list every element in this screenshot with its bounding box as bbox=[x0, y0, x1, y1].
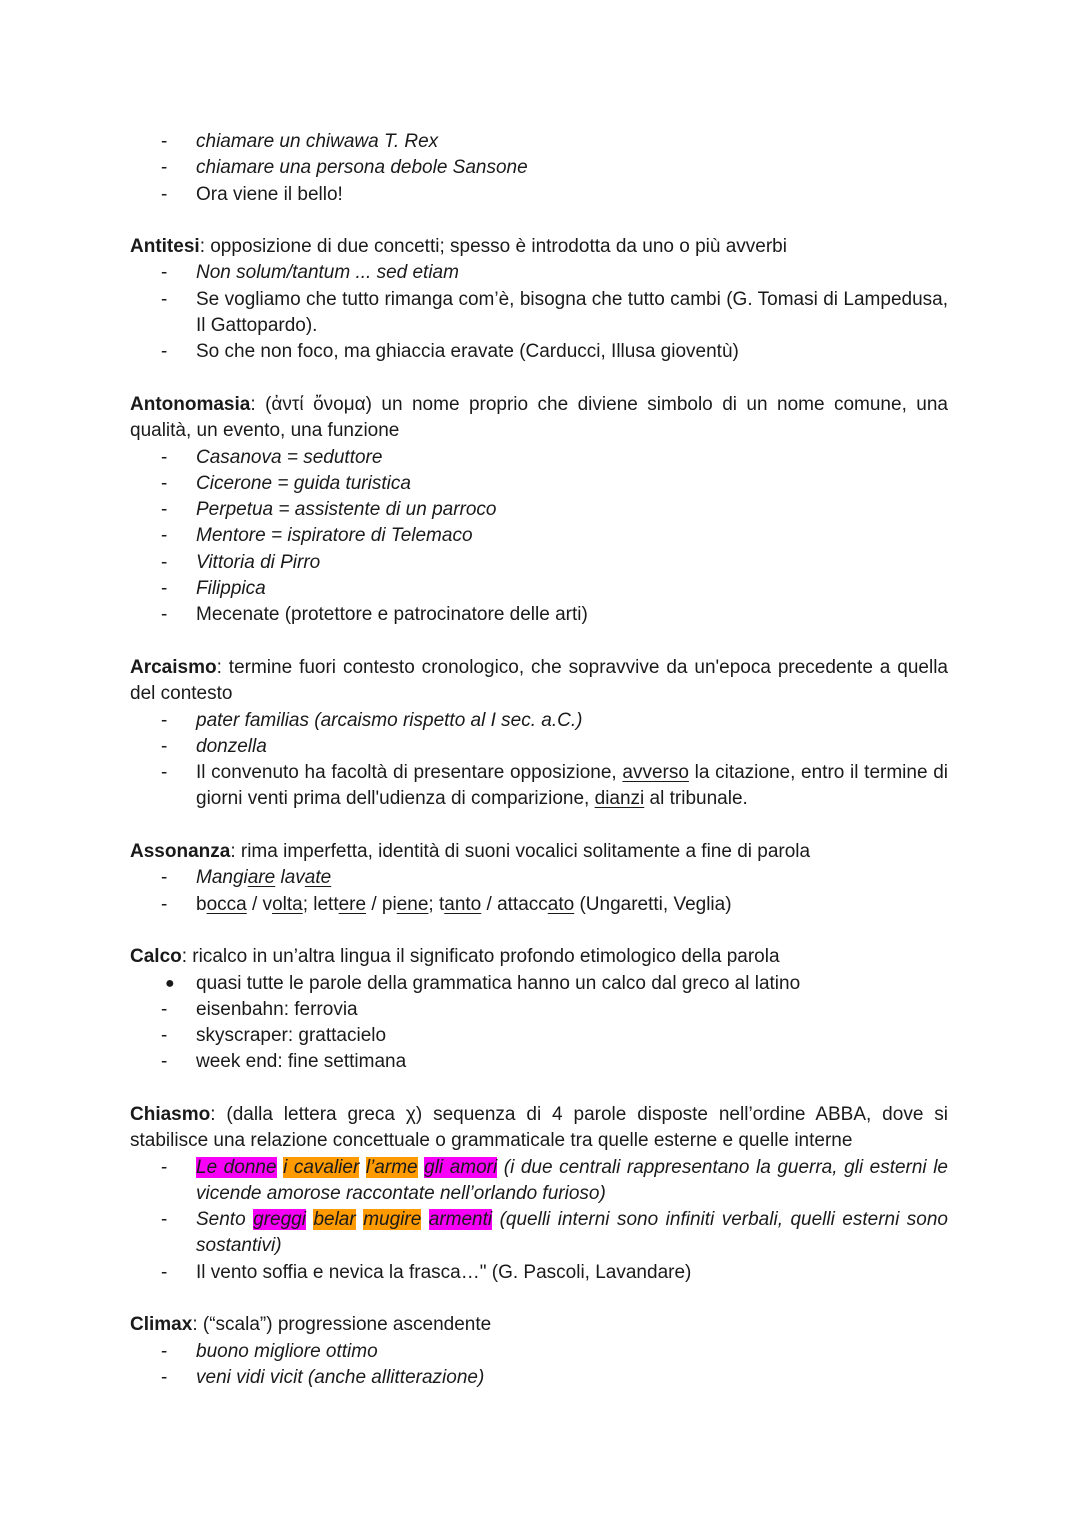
highlight-magenta: gli amori bbox=[424, 1156, 498, 1178]
section-assonanza bbox=[130, 839, 948, 918]
term-heading: Calco bbox=[130, 946, 182, 968]
list-item: - Casanova = seduttore bbox=[161, 446, 383, 468]
intro-examples bbox=[130, 129, 948, 208]
list-item: - Ora viene il bello! bbox=[161, 183, 343, 205]
bullet-dot-icon: ● bbox=[165, 974, 175, 992]
section-climax bbox=[130, 1312, 948, 1391]
list-item: - donzella bbox=[161, 735, 267, 757]
list-item: - Filippica bbox=[161, 578, 266, 600]
definition: Antitesi: opposizione di due concetti; spesso è introdotta da uno o più avverbi bbox=[130, 236, 787, 258]
highlight-orange: l’arme bbox=[365, 1156, 418, 1178]
term-heading: Antonomasia bbox=[130, 393, 251, 415]
highlight-magenta: greggi bbox=[253, 1209, 306, 1231]
list-item: - Il convenuto ha facoltà di presentare opposizione, avverso la citazione, entro il termine di giorni venti prima dell'udienza di comparizione, dianzi al tribunale. bbox=[161, 762, 948, 810]
highlight-orange: mugire bbox=[363, 1209, 422, 1231]
list-item: - Sento greggi belar mugire armenti (quelli interni sono infiniti verbali, quelli esterni sono sostantivi) bbox=[161, 1209, 949, 1257]
document-page bbox=[130, 129, 948, 1418]
list-item: - eisenbahn: ferrovia bbox=[161, 998, 358, 1020]
list-item: - chiamare una persona debole Sansone bbox=[161, 157, 528, 179]
bullet-item: ● quasi tutte le parole della grammatica hanno un calco dal greco al latino bbox=[130, 971, 948, 997]
list-item: - So che non foco, ma ghiaccia eravate (Carducci, Illusa gioventù) bbox=[161, 341, 739, 363]
term-heading: Chiasmo bbox=[130, 1103, 211, 1125]
definition: Assonanza: rima imperfetta, identità di suoni vocalici solitamente a fine di parola bbox=[130, 841, 811, 863]
list-item: - Mentore = ispiratore di Telemaco bbox=[161, 525, 473, 547]
list-item: - chiamare un chiwawa T. Rex bbox=[161, 131, 439, 152]
section-calco bbox=[130, 944, 948, 1075]
highlight-orange: i cavalier bbox=[283, 1156, 360, 1178]
list-item: - Mangiare lavate bbox=[161, 867, 332, 889]
definition: Climax: (“scala”) progressione ascendente bbox=[130, 1314, 492, 1336]
list-item: - Le donne i cavalier l’arme gli amori (i due centrali rappresentano la guerra, gli esterni le vicende amorose raccontate nell’orlando furioso) bbox=[161, 1156, 948, 1204]
definition: Antonomasia: (ἀντί ὄνομα) un nome proprio che diviene simbolo di un nome comune, una qualità, un evento, una funzione bbox=[130, 393, 948, 442]
list-item: - veni vidi vicit (anche allitterazione) bbox=[161, 1366, 485, 1388]
list-item: - buono migliore ottimo bbox=[161, 1340, 378, 1362]
underlined-word: dianzi bbox=[594, 788, 645, 810]
list-item: - week end: fine settimana bbox=[161, 1051, 407, 1073]
section-arcaismo bbox=[130, 655, 948, 813]
definition: Calco: ricalco in un’altra lingua il significato profondo etimologico della parola bbox=[130, 946, 780, 968]
section-antitesi bbox=[130, 234, 948, 365]
list-item: - Perpetua = assistente di un parroco bbox=[161, 499, 497, 521]
list-item: - skyscraper: grattacielo bbox=[161, 1025, 387, 1047]
highlight-magenta: Le donne bbox=[196, 1156, 277, 1178]
list-item: - Il vento soffia e nevica la frasca…" (G. Pascoli, Lavandare) bbox=[161, 1261, 692, 1283]
list-item: - Cicerone = guida turistica bbox=[161, 472, 411, 494]
list-item: - Non solum/tantum ... sed etiam bbox=[161, 262, 459, 284]
section-chiasmo bbox=[130, 1102, 948, 1286]
list-item: - bocca / volta; lettere / piene; tanto / attaccato (Ungaretti, Veglia) bbox=[161, 893, 732, 915]
definition: Arcaismo: termine fuori contesto cronologico, che sopravvive da un'epoca precedente a quella del contesto bbox=[130, 656, 948, 705]
list-item: - Vittoria di Pirro bbox=[161, 551, 321, 573]
term-heading: Assonanza bbox=[130, 841, 231, 863]
term-heading: Antitesi bbox=[130, 236, 200, 258]
term-heading: Climax bbox=[130, 1314, 193, 1336]
term-heading: Arcaismo bbox=[130, 656, 217, 678]
list-item: - Se vogliamo che tutto rimanga com’è, bisogna che tutto cambi (G. Tomasi di Lampedusa, Il Gattopardo). bbox=[161, 288, 948, 337]
highlight-magenta: armenti bbox=[428, 1209, 493, 1231]
definition: Chiasmo: (dalla lettera greca χ) sequenza di 4 parole disposte nell’ordine ABBA, dove si stabilisce una relazione concettuale o grammaticale tra quelle esterne e quelle interne bbox=[130, 1103, 948, 1152]
list-item: - pater familias (arcaismo rispetto al I sec. a.C.) bbox=[161, 709, 583, 731]
section-antonomasia bbox=[130, 392, 948, 629]
underlined-word: avverso bbox=[622, 762, 689, 784]
highlight-orange: belar bbox=[313, 1209, 356, 1231]
list-item: - Mecenate (protettore e patrocinatore delle arti) bbox=[161, 604, 588, 626]
